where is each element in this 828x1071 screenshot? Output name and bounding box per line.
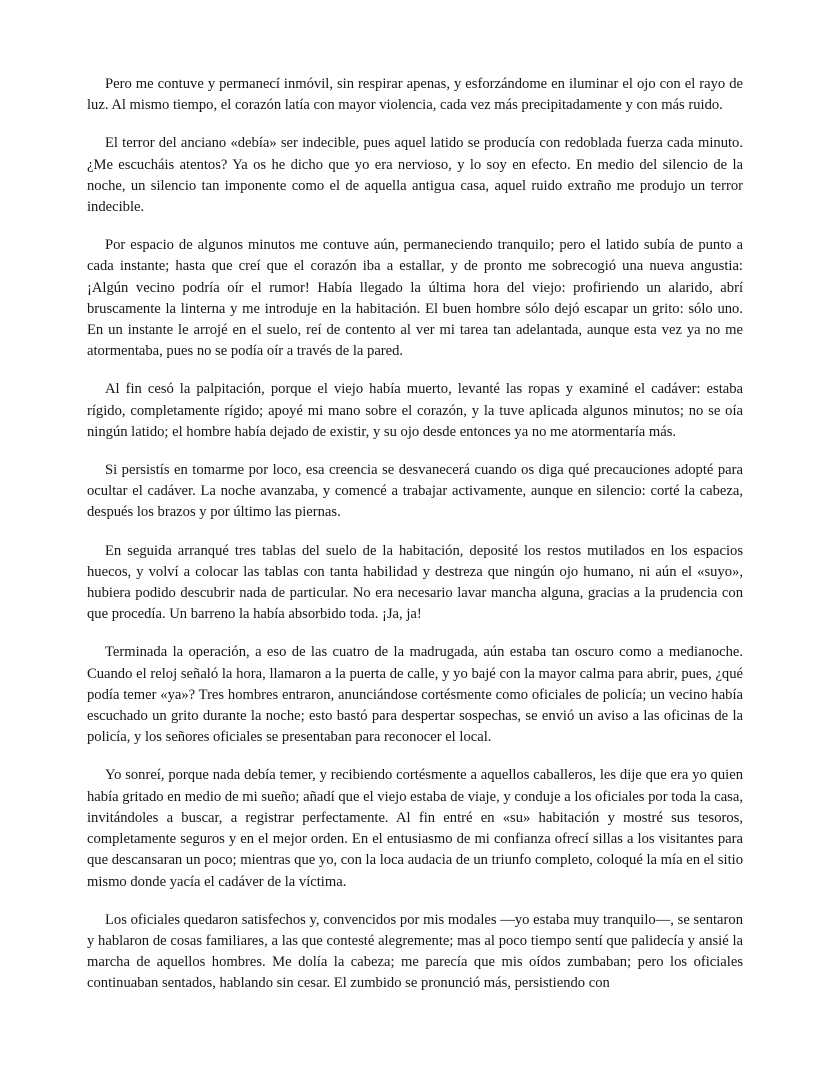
paragraph-9: Los oficiales quedaron satisfechos y, convencidos por mis modales —yo estaba muy tranquilo—, se sentaron y hablaron de cosas familiares, a las que contesté alegremente; mas al poco tiempo sentí que palidecía y ansié la marcha de aquellos hombres. Me dolía la cabeza; me parecía que mis oídos zumbaban; pero los oficiales continuaban sentados, hablando sin cesar. El zumbido se pronunció más, persistiendo con bbox=[87, 911, 743, 992]
paragraph-7: Terminada la operación, a eso de las cuatro de la madrugada, aún estaba tan oscuro como a medianoche. Cuando el reloj señaló la hora, llamaron a la puerta de calle, y yo bajé con la mayor calma para abrir, pues, ¿qué podía temer «ya»? Tres hombres entraron, anunciándose cortésmente como oficiales de policía; un vecino había escuchado un grito durante la noche; esto bastó para despertar sospechas, se envió un aviso a las oficinas de la policía, y los señores oficiales se presentaban para reconocer el local. bbox=[87, 644, 743, 746]
paragraph-2: El terror del anciano «debía» ser indecible, pues aquel latido se producía con redoblada fuerza cada minuto. ¿Me escucháis atentos? Ya os he dicho que yo era nervioso, y lo soy en efecto. En medio del silencio de la noche, un silencio tan imponente como el de aquella antigua casa, aquel ruido extraño me produjo un terror indecible. bbox=[87, 135, 743, 216]
paragraph-3: Por espacio de algunos minutos me contuve aún, permaneciendo tranquilo; pero el latido subía de punto a cada instante; hasta que creí que el corazón iba a estallar, y de pronto me sobrecogió una nueva angustia: ¡Algún vecino podría oír el rumor! Había llegado la última hora del viejo: profiriendo un alarido, abrí bruscamente la linterna y me introduje en la habitación. El buen hombre sólo dejó escapar un grito: sólo uno. En un instante le arrojé en el suelo, reí de contento al ver mi tarea tan adelantada, aunque esta vez ya no me atormentaba, pues no se podía oír a través de la pared. bbox=[87, 237, 743, 360]
paragraph-1: Pero me contuve y permanecí inmóvil, sin respirar apenas, y esforzándome en iluminar el ojo con el rayo de luz. Al mismo tiempo, el corazón latía con mayor violencia, cada vez más precipitadamente y con más ruido. bbox=[87, 76, 743, 114]
paragraph-5: Si persistís en tomarme por loco, esa creencia se desvanecerá cuando os diga qué precauciones adopté para ocultar el cadáver. La noche avanzaba, y comencé a trabajar activamente, aunque en silencio: corté la cabeza, después los brazos y por último las piernas. bbox=[87, 462, 743, 521]
paragraph-8: Yo sonreí, porque nada debía temer, y recibiendo cortésmente a aquellos caballeros, les dije que era yo quien había gritado en medio de mi sueño; añadí que el viejo estaba de viaje, y conduje a los oficiales por toda la casa, invitándoles a buscar, a registrar perfectamente. Al fin entré en «su» habitación y mostré sus tesoros, completamente seguros y en el mejor orden. En el entusiasmo de mi confianza ofrecí sillas a los visitantes para que descansaran un poco; mientras que yo, con la loca audacia de un triunfo completo, coloqué la mía en el sitio mismo donde yacía el cadáver de la víctima. bbox=[87, 767, 743, 890]
paragraph-4: Al fin cesó la palpitación, porque el viejo había muerto, levanté las ropas y examiné el cadáver: estaba rígido, completamente rígido; apoyé mi mano sobre el corazón, y la tuve aplicada algunos minutos; no se oía ningún latido; el hombre había dejado de existir, y su ojo desde entonces ya no me atormentaría más. bbox=[87, 381, 743, 440]
document-page bbox=[87, 74, 743, 1012]
paragraph-6: En seguida arranqué tres tablas del suelo de la habitación, deposité los restos mutilados en los espacios huecos, y volví a colocar las tablas con tanta habilidad y destreza que ningún ojo humano, ni aún el «suyo», hubiera podido descubrir nada de particular. No era necesario lavar mancha alguna, gracias a la prudencia con que procedía. Un barreno la había absorbido toda. ¡Ja, ja! bbox=[87, 542, 743, 623]
